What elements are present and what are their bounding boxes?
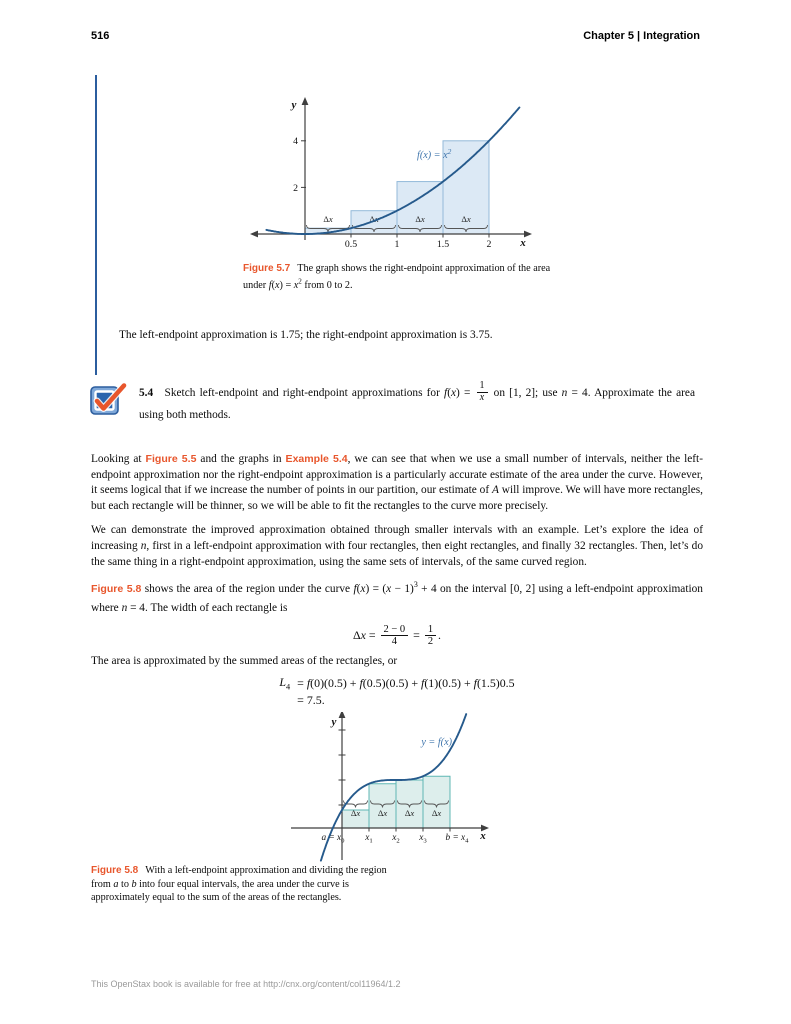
y-axis-label: y [331,716,337,729]
svg-text:1: 1 [394,239,400,250]
x-axis-label: x [480,830,486,843]
svg-text:Δx: Δx [431,808,442,819]
area-approximation-line: The area is approximated by the summed areas of the rectangles, or [91,654,398,667]
paragraph-demonstration: We can demonstrate the improved approximation obtained through smaller intervals with an example. Let’s explore the idea of increasing n, first in a left-endpoint approximation with four rectangles, then eight rectangles, and finally 32 rectangles. Then, let’s do the same thing in a right-endpoint approximation, using the same sets of intervals, of the same curved region. [91,524,703,568]
figure-5-7-caption-text: The graph shows the right-endpoint approximation of the area under $f(x) = x^2$ from 0 to 2. [243,263,551,292]
svg-text:Δx: Δx [369,214,379,224]
svg-text:Δx: Δx [323,214,333,224]
page-number: 516 [91,30,110,42]
x-axis-label: x [520,237,526,249]
l4-line2: = 7.5. [297,693,325,708]
svg-text:b = x4: $b = x_4$ [445,833,469,845]
delta-x-equation: Δx = $\frac{2 - 0}{4}$ = $\frac{1}{2}$ . [352,623,442,647]
x-tick-labels [345,234,492,250]
y-axis-label: y [291,99,297,111]
svg-text:Δx: Δx [404,808,415,819]
fig5_8-svg [284,712,500,864]
paragraph-intervals-discussion: Looking at Figure 5.5 and the graphs in Example 5.4, we can see that when we use a small number of intervals, neither the left-endpoint approximation nor the right-endpoint approximation is a particularly accurate estimate of the area under the curve. However, it seems logical that if we increase the number of points in our partition, our estimate of A will improve. We will have more rectangles, but each rectangle will be thinner, so we will be able to fit the rectangles to the curve more precisely. [91,453,703,512]
figure-5-7-graph [245,92,537,252]
paragraph-figure-5-8-intro: Figure 5.8 shows the area of the region under the curve $f(x) = (x - 1)^3 + 4$ on the interval [0, 2] using a left-endpoint approximation where n = 4. The width of each rectangle is [91,580,703,614]
l4-equation [91,675,703,711]
page-footer: This OpenStax book is available for free at http://cnx.org/content/col11964/1.2 [91,979,401,989]
svg-text:x3: $x_3$ [419,833,427,845]
svg-text:2: 2 [293,182,298,194]
l4-lhs: $L_4$ [279,674,291,691]
checkpoint-box [90,382,696,426]
x-tick-labels [321,828,469,845]
l4-line1: = f(0)(0.5) + f(0.5)(0.5) + f(1)(0.5) + f(1.5)0.5 [297,676,515,690]
figure-5-8-label: Figure 5.8 [91,865,139,877]
svg-text:x2: $x_2$ [392,833,400,845]
svg-text:0.5: 0.5 [344,239,358,250]
chapter-title: Chapter 5 | Integration [583,30,700,42]
figure-5-7-caption [243,262,553,293]
svg-text:2: 2 [486,239,492,250]
y-tick-labels [293,136,306,194]
figure-5-8-caption [91,864,403,905]
svg-text:4: 4 [293,136,298,148]
svg-text:x1: $x_1$ [365,833,373,845]
curve-label: y = f(x) [421,737,452,749]
approximation-rectangles [342,776,450,828]
svg-text:Δx: Δx [415,214,425,224]
approximation-result-text: The left-endpoint approximation is 1.75; the right-endpoint approximation is 3.75. [119,329,493,342]
figure-5-7-label: Figure 5.7 [243,263,291,275]
checkpoint-text: 5.4 Sketch left-endpoint and right-endpoint approximations for f(x) = $\frac{1}{x}$ on [1, 2]; use n = 4. Approximate the area using both methods. [139,380,695,422]
checkpoint-checkmark-icon [90,382,128,421]
figure-5-8-caption-text: With a left-endpoint approximation and dividing the region from a to b into four equal intervals, the area under the curve is approximately equal to the sum of the areas of the rectangles. [91,865,387,904]
svg-text:Δx: Δx [350,808,361,819]
svg-text:a = x0: $a = x_0$ [321,833,345,845]
body-text-column [91,452,703,905]
figure-5-8-graph [284,712,500,864]
svg-text:1.5: 1.5 [436,239,450,250]
page-header [91,30,700,42]
curve-label: $f(x) = x^2$ [417,147,452,161]
fig5_7-svg [245,92,537,252]
example-region [95,75,709,375]
svg-text:Δx: Δx [461,214,471,224]
svg-text:Δx: Δx [377,808,388,819]
